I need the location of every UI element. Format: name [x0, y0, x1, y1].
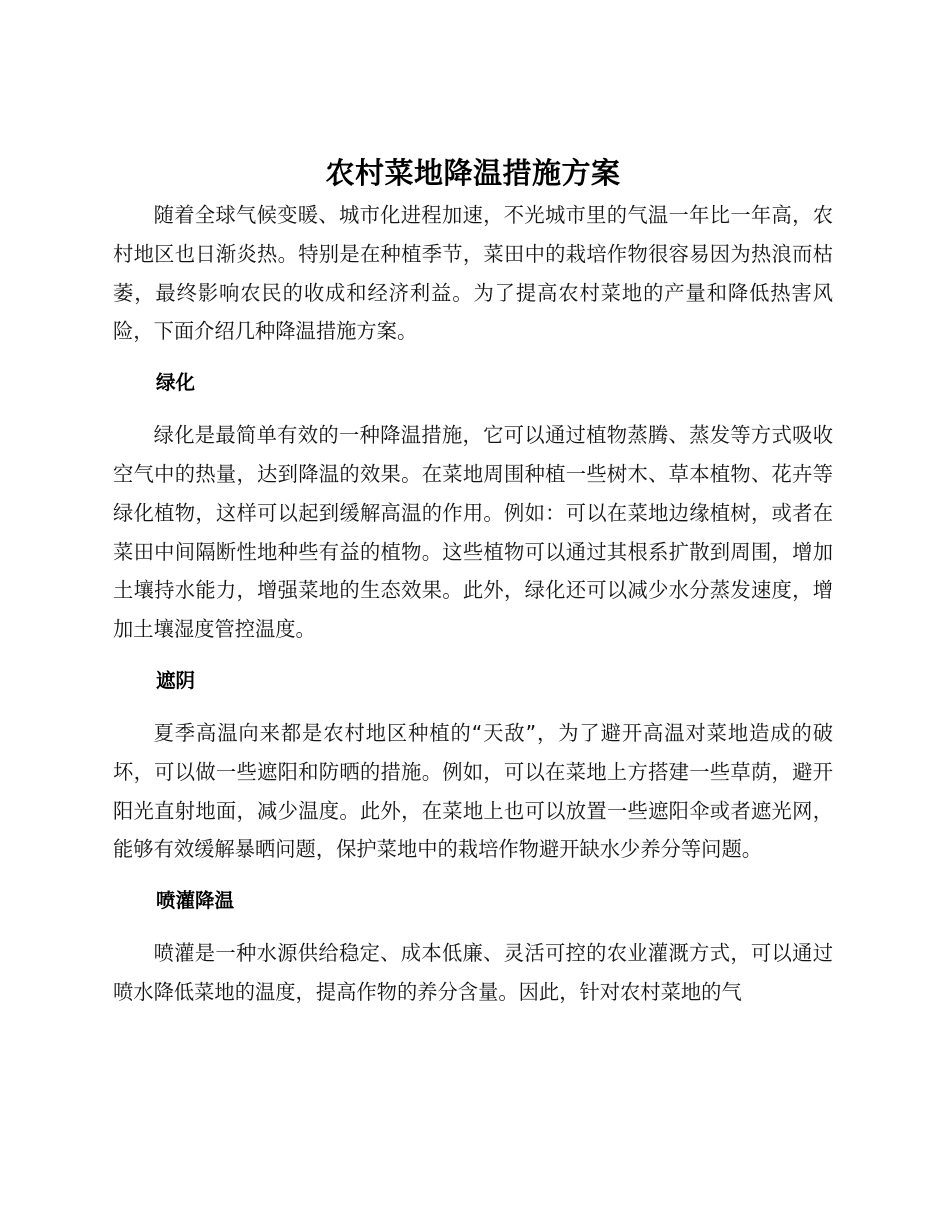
spacer [113, 351, 833, 365]
spacer [113, 649, 833, 663]
section-heading-sprinkler: 喷灌降温 [156, 889, 235, 913]
section-body-greening: 绿化是最简单有效的一种降温措施，它可以通过植物蒸腾、蒸发等方式吸收空气中的热量，达到降温的效果。在菜地周围种植一些树木、草本植物、花卉等绿化植物，这样可以起到缓解高温的作用。例如：可以在菜地边缘植树，或者在菜田中间隔断性地种些有益的植物。这些植物可以通过其根系扩散到周围，增加土壤持水能力，增强菜地的生态效果。此外，绿化还可以减少水分蒸发速度，增加土壤湿度管控温度。 [113, 423, 833, 642]
page-title: 农村菜地降温措施方案 [325, 156, 621, 190]
spacer [113, 919, 833, 934]
section-body-shading: 夏季高温向来都是农村地区种植的“天敌”，为了避开高温对菜地造成的破坏，可以做一些遮阳和防晒的措施。例如，可以在菜地上方搭建一些草荫，避开阳光直射地面，减少温度。此外，在菜地上也可以放置一些遮阳伞或者遮光网，能够有效缓解暴晒问题，保护菜地中的栽培作物避开缺水少养分等问题。 [113, 720, 833, 862]
document-content [113, 150, 833, 1012]
section-heading-shading: 遮阴 [156, 668, 196, 692]
section-body-sprinkler: 喷灌是一种水源供给稳定、成本低廉、灵活可控的农业灌溉方式，可以通过喷水降低菜地的温度，提高作物的养分含量。因此，针对农村菜地的气 [113, 941, 833, 1004]
spacer [113, 869, 833, 883]
spacer [113, 699, 833, 714]
section-heading-greening: 绿化 [156, 371, 196, 395]
spacer [113, 401, 833, 416]
intro-paragraph: 随着全球气候变暖、城市化进程加速，不光城市里的气温一年比一年高，农村地区也日渐炎热。特别是在种植季节，菜田中的栽培作物很容易因为热浪而枯萎，最终影响农民的收成和经济利益。为了提高农村菜地的产量和降低热害风险，下面介绍几种降温措施方案。 [113, 203, 833, 344]
